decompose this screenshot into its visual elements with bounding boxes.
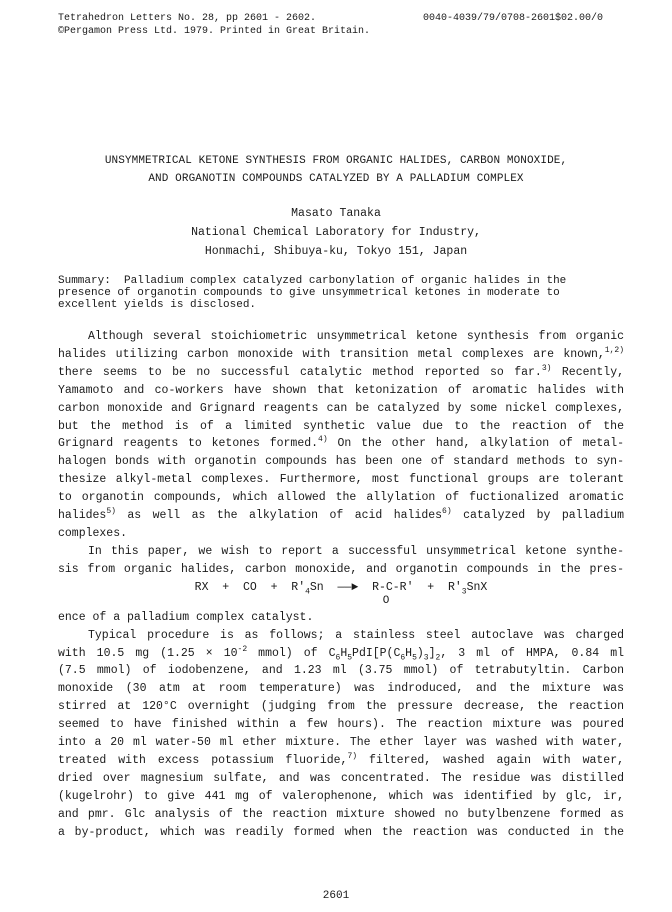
text-line: treated with excess potassium fluoride,$^{7)}$ filtered, washed again with water, [58, 752, 624, 767]
author-address: Honmachi, Shibuya-ku, Tokyo 151, Japan [204, 245, 468, 258]
journal-header [58, 12, 370, 38]
text-line: halides utilizing carbon monoxide with transition metal complexes are known,$^{1,2)}$ [58, 346, 624, 361]
reference-marker: 5) [106, 507, 116, 517]
text-line: Grignard reagents to ketones formed.$^{4)}$ On the other hand, alkylation of metal- [58, 435, 624, 451]
text-line: complexes. [58, 526, 128, 540]
reference-marker: 7) [347, 752, 358, 762]
reference-marker: 6) [442, 507, 452, 517]
author-affiliation: National Chemical Laboratory for Industry, [191, 226, 481, 239]
reference-marker: 1,2) [604, 346, 624, 356]
title-line-1: UNSYMMETRICAL KETONE SYNTHESIS FROM ORGANIC HALIDES, CARBON MONOXIDE, [104, 155, 568, 167]
reaction-equation: RX + CO + $R'_4Sn$ ——► $R-C-R' + R'_3SnX$ [194, 580, 488, 596]
summary [58, 275, 618, 311]
text-line: carbon monoxide and Grignard reagents can be catalyzed by some nickel complexes, [58, 401, 624, 415]
text-line: ence of a palladium complex catalyst. [58, 610, 314, 624]
text-line: dried over magnesium sulfate, and was concentrated. The residue was distilled [58, 771, 624, 785]
text-line: seemed to have finished within a few hours). The reaction mixture was poured [58, 718, 624, 732]
text-line: thesize alkyl-metal complexes. Furthermore, most functional groups are tolerant [58, 473, 624, 487]
summary-line-3: excellent yields is disclosed. [58, 299, 257, 311]
header-copyright: ©Pergamon Press Ltd. 1979. Printed in Great Britain. [58, 26, 371, 37]
reference-marker: 3) [541, 363, 552, 373]
body-text [58, 328, 624, 841]
text-line: to organotin compounds, which allowed the allylation of fuctionalized aromatic [58, 491, 624, 505]
text-line: (kugelrohr) to give 441 mg of valerophenone, which was identified by glc, ir, [58, 789, 624, 803]
text-line: but the method is of a limited synthetic value due to the reaction of the [58, 419, 624, 433]
text-line: Yamamoto and co-workers have shown that ketonization of aromatic halides with [58, 383, 624, 397]
text-line: Typical procedure is as follows; a stainless steel autoclave was charged [88, 628, 624, 642]
text-line: Although several stoichiometric unsymmetrical ketone synthesis from organic [88, 330, 624, 343]
text-line: monoxide (30 atm at room temperature) was indroduced, and the mixture was [58, 682, 624, 696]
text-line: (7.5 mmol) of iodobenzene, and 1.23 ml (3.75 mmol) of tetrabutyltin. Carbon [58, 664, 624, 678]
author-name: Masato Tanaka [291, 207, 381, 220]
summary-line-2: presence of organotin compounds to give unsymmetrical ketones in moderate to [58, 287, 560, 299]
summary-line-1: Summary: Palladium complex catalyzed carbonylation of organic halides in the [58, 275, 567, 287]
header-code: 0040-4039/79/0708-2601$02.00/0 [423, 13, 604, 24]
text-line: with 10.5 mg ($1.25 \times 10^{-2}$ mmol) of $C_6H_5PdI[P(C_6H_5)_3]_2$, 3 ml of HMPA, 0.84 ml [58, 644, 624, 662]
author-block [0, 204, 672, 261]
title-line-2: AND ORGANOTIN COMPOUNDS CATALYZED BY A PALLADIUM COMPLEX [148, 173, 524, 185]
paper-title [0, 152, 672, 188]
text-line: and pmr. Glc analysis of the reaction mixture showed no butylbenzene formed as [58, 807, 624, 821]
text-line: halogen bonds with organotin compounds has been one of standard methods to syn- [58, 455, 624, 469]
carbonyl-oxygen: O [382, 594, 390, 607]
reaction-arrow: ——► [337, 580, 359, 594]
reference-marker: 4) [318, 435, 328, 445]
text-line: stirred at 120°C overnight (judging from the pressure decrease, the reaction [58, 700, 624, 714]
header-citation: Tetrahedron Letters No. 28, pp 2601 - 2602. [58, 13, 317, 24]
text-line: In this paper, we wish to report a successful unsymmetrical ketone synthe- [88, 544, 624, 558]
text-line: there seems to be no successful catalytic method reported so far.$^{3)}$ Recently, [58, 363, 625, 379]
text-line: into a 20 ml water-50 ml ether mixture. The ether layer was washed with water, [58, 736, 624, 750]
text-line: halides$^{5)}$ as well as the alkylation of acid halides$^{6)}$ catalyzed by palladium [58, 507, 624, 523]
page-number: 2601 [322, 890, 350, 902]
text-line: sis from organic halides, carbon monoxide, and organotin compounds in the pres- [58, 562, 624, 576]
text-line: a by-product, which was readily formed when the reaction was conducted in the [58, 825, 624, 839]
